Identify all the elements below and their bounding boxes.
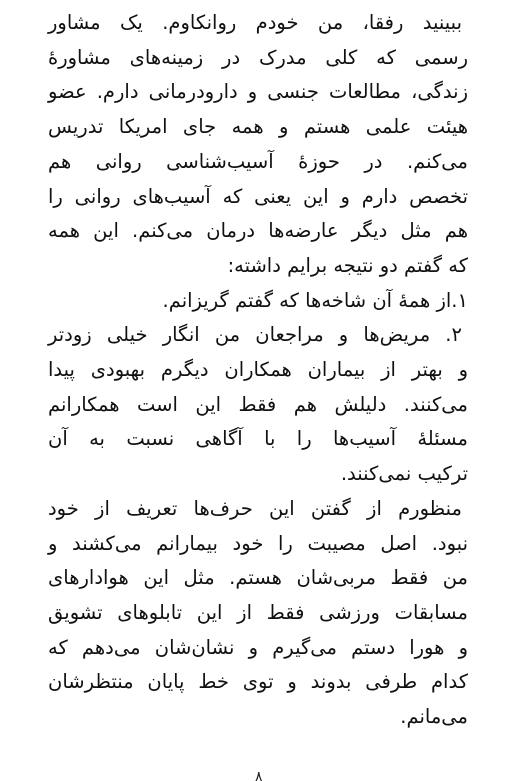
text-line: ۱.از همۀ آن شاخه‌ها که گفتم گریزانم. — [162, 288, 468, 312]
text-line: من فقط مربی‌شان هستم. مثل این هوادارهای — [48, 566, 468, 590]
text-line: که گفتم دو نتیجه برایم داشته: — [227, 253, 468, 277]
paragraph-closing — [48, 492, 468, 735]
text-line: منظورم از گفتن این حرف‌ها تعریف از خود — [48, 496, 462, 520]
text-line: هم مثل دیگر عارضه‌ها درمان می‌کنم. این همه — [48, 219, 468, 243]
paragraph-intro — [48, 6, 468, 284]
paragraph-item-2 — [48, 318, 468, 492]
text-line: هیئت علمی هستم و همه جای امریکا تدریس — [48, 115, 468, 139]
text-line: زندگی، مطالعات جنسی و دارودرمانی دارم. عضو — [48, 80, 468, 104]
text-line: و هورا دستم می‌گیرم و نشان‌شان می‌دهم که — [48, 635, 468, 659]
paragraph-item-1 — [48, 284, 468, 319]
body-text — [48, 6, 468, 735]
text-line: مسابقات ورزشی فقط از این تابلوهای تشویق — [48, 600, 468, 624]
text-line: تخصص دارم و این یعنی که آسیب‌های روانی را — [48, 184, 468, 208]
text-line: مسئلۀ آسیب‌ها را با آگاهی نسبت به آن — [48, 427, 468, 451]
text-line: می‌کنند. دلیلش هم فقط این است همکارانم — [48, 392, 468, 416]
text-line: رسمی که کلی مدرک در زمینه‌های مشاورۀ — [48, 45, 468, 69]
text-line: می‌کنم. در حوزۀ آسیب‌شناسی روانی هم — [48, 149, 468, 173]
text-line: نبود. اصل مصیبت را خود بیمارانم می‌کشند و — [48, 531, 468, 555]
text-line: کدام طرفی بدوند و توی خط پایان منتظرشان — [48, 670, 468, 694]
text-line: ۲. مریض‌ها و مراجعان من انگار خیلی زودتر — [48, 323, 462, 347]
text-line: و بهتر از بیماران همکاران دیگرم بهبودی پیدا — [48, 358, 468, 382]
page-number: ۸ — [255, 770, 263, 781]
text-line: ترکیب نمی‌کنند. — [340, 462, 468, 486]
text-line: می‌مانم. — [400, 705, 468, 729]
text-line: ببینید رفقا، من خودم روانکاوم. یک مشاور — [48, 11, 462, 34]
